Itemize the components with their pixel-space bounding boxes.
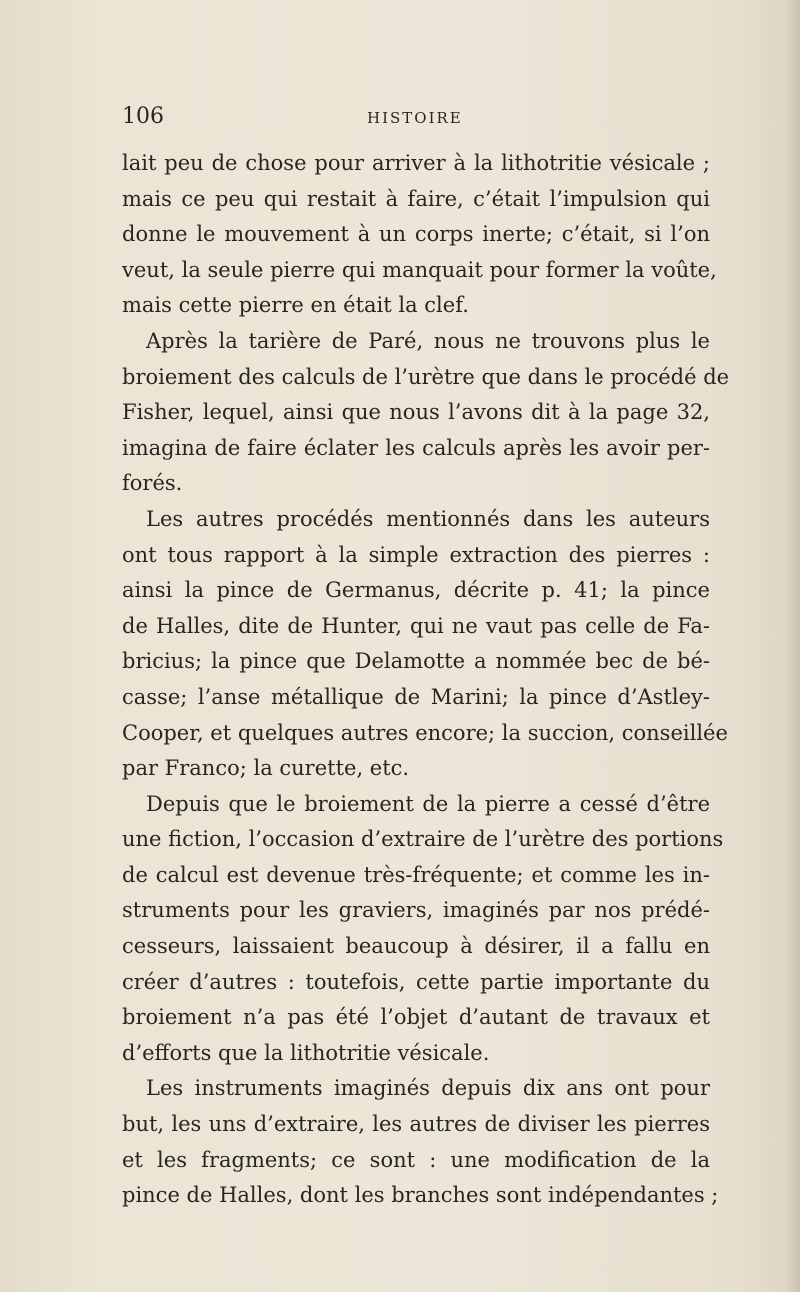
- text-line: pince de Halles, dont les branches sont indépendantes ;: [122, 1183, 719, 1208]
- text-line: broiement des calculs de l’urètre que dans le procédé de: [122, 364, 730, 389]
- page-edge-shadow: [786, 0, 800, 1292]
- text-line: imagina de faire éclater les calculs après les avoir per-: [122, 435, 710, 460]
- text-line: lait peu de chose pour arriver à la lithotritie vésicale ;: [122, 151, 710, 175]
- text-line: mais ce peu qui restait à faire, c’était l’impulsion qui: [122, 186, 710, 211]
- text-line: ont tous rapport à la simple extraction des pierres :: [122, 542, 710, 567]
- text-line: Cooper, et quelques autres encore; la succion, conseillée: [122, 720, 728, 745]
- text-line: casse; l’anse métallique de Marini; la pince d’Astley-: [122, 684, 710, 709]
- text-line: de Halles, dite de Hunter, qui ne vaut pas celle de Fa-: [122, 613, 710, 638]
- text-line: une fiction, l’occasion d’extraire de l’urètre des portions: [122, 827, 724, 852]
- text-line: Les autres procédés mentionnés dans les auteurs: [146, 506, 710, 531]
- text-line: et les fragments; ce sont : une modification de la: [122, 1147, 710, 1172]
- text-line: ainsi la pince de Germanus, décrite p. 41; la pince: [122, 578, 710, 603]
- text-line: par Franco; la curette, etc.: [122, 756, 410, 781]
- text-line: Depuis que le broiement de la pierre a cessé d’être: [146, 791, 710, 816]
- text-line: Les instruments imaginés depuis dix ans ont pour: [146, 1076, 710, 1101]
- text-line: d’efforts que la lithotritie vésicale.: [122, 1040, 490, 1065]
- text-line: donne le mouvement à un corps inerte; c’était, si l’on: [122, 222, 710, 247]
- text-line: veut, la seule pierre qui manquait pour former la voûte,: [122, 257, 717, 282]
- page-header: [122, 100, 710, 140]
- text-line: but, les uns d’extraire, les autres de diviser les pierres: [122, 1112, 710, 1137]
- text-line: forés.: [122, 471, 183, 496]
- text-line: créer d’autres : toutefois, cette partie importante du: [122, 969, 710, 994]
- text-line: de calcul est devenue très-fréquente; et comme les in-: [122, 862, 710, 887]
- text-line: broiement n’a pas été l’objet d’autant de travaux et: [122, 1005, 710, 1030]
- running-head: HISTOIRE: [367, 109, 463, 127]
- page-number: 106: [122, 104, 164, 129]
- text-line: struments pour les graviers, imaginés par nos prédé-: [122, 898, 710, 923]
- text-line: Après la tarière de Paré, nous ne trouvons plus le: [146, 328, 710, 353]
- text-line: bricius; la pince que Delamotte a nommée bec de bé-: [122, 649, 710, 674]
- text-line: mais cette pierre en était la clef.: [122, 293, 469, 318]
- text-line: cesseurs, laissaient beaucoup à désirer, il a fallu en: [122, 934, 710, 959]
- body-text: [122, 146, 730, 1214]
- text-line: Fisher, lequel, ainsi que nous l’avons dit à la page 32,: [122, 400, 710, 425]
